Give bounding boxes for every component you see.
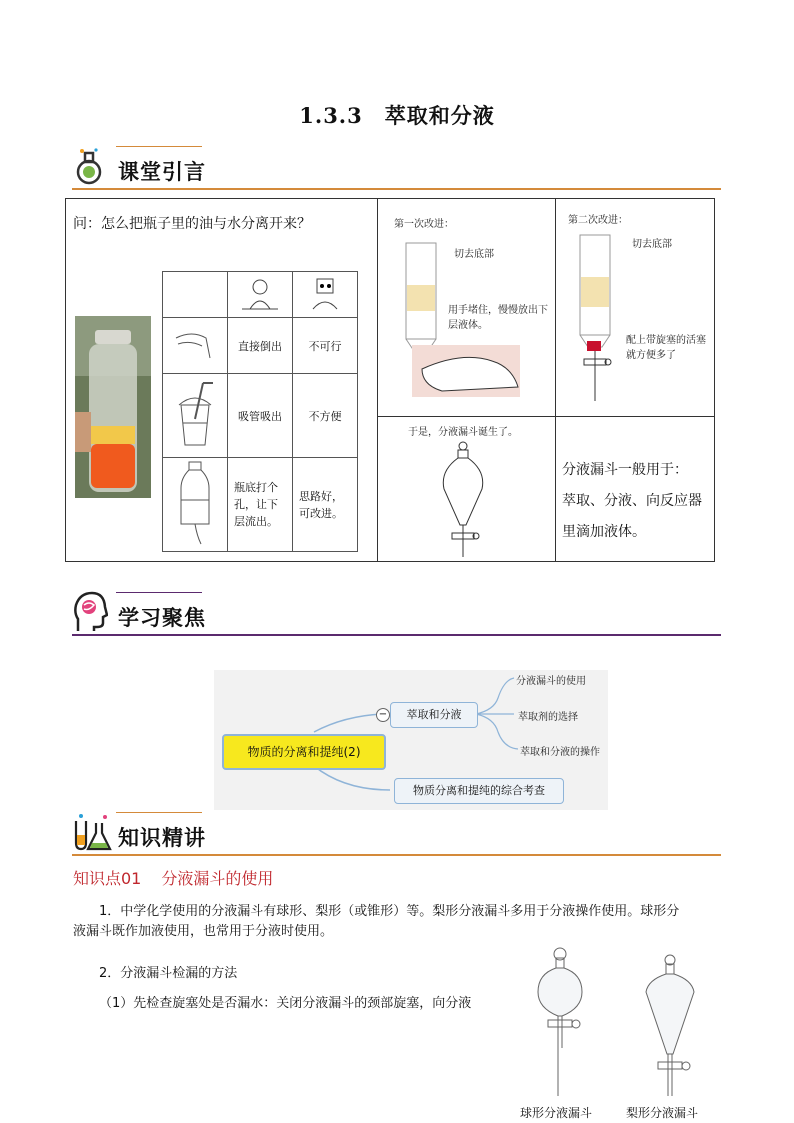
method-table (162, 271, 358, 552)
knowledge-point-label: 知识点01 (73, 869, 142, 888)
section-title-focus: 学习聚焦 (118, 606, 206, 630)
method-straw: 吸管吸出 (228, 374, 293, 458)
paragraph-3: （1）先检查旋塞处是否漏水：关闭分液漏斗的颈部旋塞，向分液 (99, 996, 472, 1011)
mind-map-branch-comprehensive: 物质分离和提纯的综合考查 (394, 778, 564, 804)
first-improve-cut: 切去底部 (454, 249, 494, 260)
section-header-focus (72, 592, 721, 636)
funnel-usage-text: 分液漏斗一般用于： 萃取、分液、向反应器 里滴加液体。 (562, 462, 702, 540)
second-improve-cell (556, 199, 715, 417)
oil-water-bottle-photo (75, 316, 151, 498)
flask-icon (72, 147, 106, 187)
bottle-hole-image (163, 458, 228, 552)
intro-table (65, 198, 715, 562)
cut-bottle-hand-image (402, 239, 530, 399)
mind-map-leaf-funnel: 分液漏斗的使用 (516, 676, 586, 687)
first-improve-cell (378, 199, 556, 417)
mind-map-leaf-solvent: 萃取剂的选择 (518, 712, 578, 723)
paragraph-1-line-1: 1．中学化学使用的分液漏斗有球形、梨形（或锥形）等。梨形分液漏斗多用于分液操作使用。球形分 (99, 904, 680, 919)
collapse-toggle[interactable]: − (376, 708, 390, 722)
funnel-usage-cell (556, 417, 715, 562)
first-improve-title: 第一次改进： (394, 219, 454, 230)
separatory-funnel-drawing (438, 441, 488, 559)
knowledge-point-title (73, 866, 293, 889)
section-title-intro: 课堂引言 (118, 160, 206, 184)
straw-cup-image (163, 374, 228, 458)
section-header-intro (72, 146, 721, 190)
second-improve-stopper: 配上带旋塞的活塞就方便多了 (626, 335, 706, 361)
lab-glassware-icon (72, 813, 112, 853)
verdict-hole: 思路好，可改进。 (293, 458, 358, 552)
mind-map-root: 物质的分离和提纯(2) (222, 734, 386, 770)
method-pour: 直接倒出 (228, 318, 293, 374)
caption-ball-funnel: 球形分液漏斗 (520, 1106, 593, 1120)
section-header-knowledge (72, 812, 721, 856)
second-improve-title: 第二次改进： (568, 215, 628, 226)
pour-image (163, 318, 228, 374)
knowledge-point-name: 分液漏斗的使用 (161, 869, 274, 888)
brain-head-icon (72, 591, 108, 633)
paragraph-2: 2．分液漏斗检漏的方法 (99, 966, 238, 981)
funnel-born-text: 于是，分液漏斗诞生了。 (408, 427, 518, 438)
verdict-straw: 不方便 (293, 374, 358, 458)
method-hole: 瓶底打个孔，让下层流出。 (228, 458, 293, 552)
ball-funnel-image (520, 944, 600, 1098)
pear-funnel-image (640, 944, 700, 1098)
page-title: 1.3.3 萃取和分液 (299, 103, 495, 128)
teacher-image (293, 272, 358, 318)
first-improve-hold: 用手堵住，慢慢放出下层液体。 (448, 305, 548, 331)
mind-map (214, 670, 608, 810)
section-title-knowledge: 知识精讲 (118, 826, 206, 850)
verdict-pour: 不可行 (293, 318, 358, 374)
mind-map-leaf-operation: 萃取和分液的操作 (520, 747, 600, 758)
mind-map-branch-extract: 萃取和分液 (390, 702, 478, 728)
paragraph-1-line-2: 液漏斗既作加液使用，也常用于分液时使用。 (73, 924, 334, 939)
intro-question-cell (66, 199, 378, 562)
paragraph-1 (73, 902, 721, 942)
funnel-born-cell (378, 417, 556, 562)
caption-pear-funnel: 梨形分液漏斗 (626, 1106, 699, 1120)
bottle-with-stopcock-image (576, 231, 626, 411)
student-girl-image (228, 272, 293, 318)
second-improve-cut: 切去底部 (632, 239, 672, 250)
intro-question: 问：怎么把瓶子里的油与水分离开来？ (73, 216, 311, 232)
